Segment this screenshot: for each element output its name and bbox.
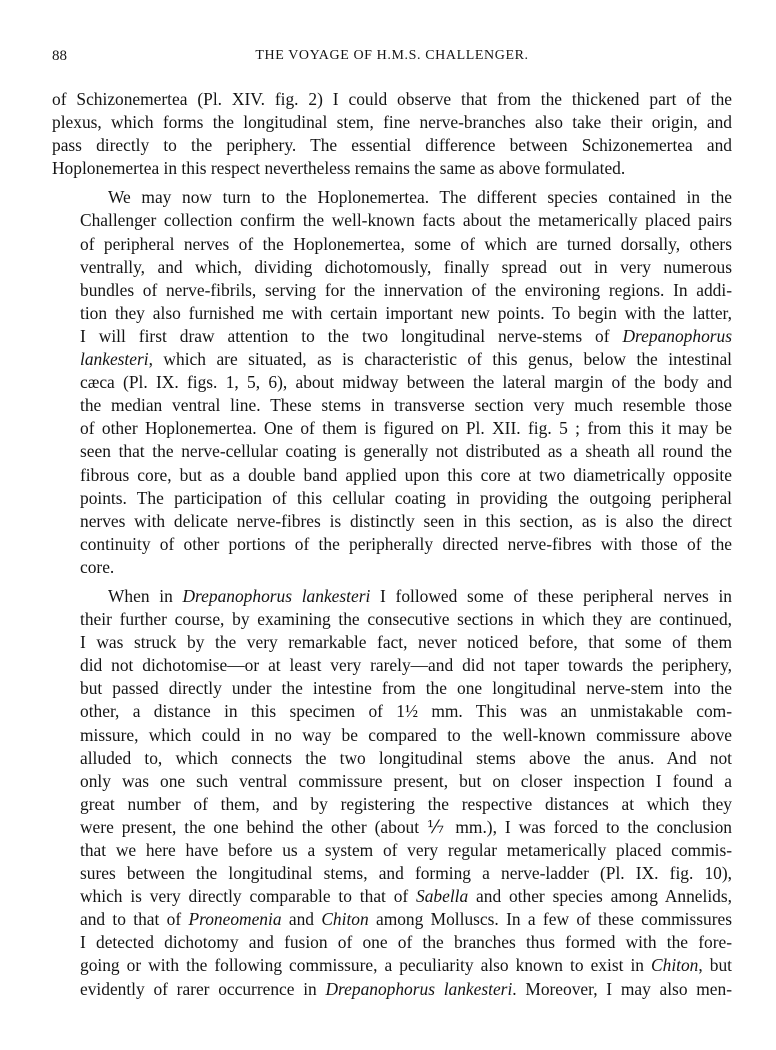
text-line: evidently of rarer occurrence in Drepanophorus lankesteri. Moreover, I may also men-: [80, 978, 732, 999]
text-line: points. The participation of this cellular coating in providing the outgoing peripheral: [80, 487, 732, 508]
text-line: ventrally, and which, dividing dichotomously, finally spread out in very numerous: [80, 256, 732, 277]
text-line: were present, the one behind the other (about ⅐ mm.), I was forced to the conclusion: [80, 816, 732, 837]
text-line: going or with the following commissure, a peculiarity also known to exist in Chiton, but: [80, 955, 732, 976]
text-line: core.: [80, 556, 115, 577]
text-line: did not dichotomise—or at least very rarely—and did not taper towards the periphery,: [80, 655, 732, 676]
text-line: tion they also furnished me with certain important new points. To begin with the latter,: [80, 302, 732, 323]
text-line: cæca (Pl. IX. figs. 1, 5, 6), about midway between the lateral margin of the body and: [80, 372, 732, 393]
text-line: We may now turn to the Hoplonemertea. The different species contained in the: [108, 187, 732, 208]
text-line: sures between the longitudinal stems, and forming a nerve-ladder (Pl. IX. fig. 10),: [80, 863, 732, 884]
text-line: seen that the nerve-cellular coating is generally not distributed as a sheath all round the: [80, 441, 732, 462]
text-line: missure, which could in no way be compared to the well-known commissure above: [80, 724, 732, 745]
text-line: their further course, by examining the consecutive sections in which they are continued,: [80, 609, 732, 630]
text-line: other, a distance in this specimen of 1½ mm. This was an unmistakable com-: [80, 701, 732, 722]
text-line: continuity of other portions of the peripherally directed nerve-fibres with those of the: [80, 533, 732, 554]
text-line: I detected dichotomy and fusion of one of the branches thus formed with the fore-: [80, 932, 732, 953]
text-line: I was struck by the very remarkable fact, never noticed before, that some of them: [80, 632, 732, 653]
text-line: When in Drepanophorus lankesteri I followed some of these peripheral nerves in: [108, 585, 732, 606]
body-text: [52, 88, 732, 1001]
text-line: bundles of nerve-fibrils, serving for the innervation of the environing regions. In addi-: [80, 279, 732, 300]
text-line: I will first draw attention to the two longitudinal nerve-stems of Drepanophorus: [80, 325, 732, 346]
text-line: which is very directly comparable to that of Sabella and other species among Annelids,: [80, 886, 732, 907]
text-line: fibrous core, but as a double band applied upon this core at two diametrically opposite: [80, 464, 732, 485]
text-line: that we here have before us a system of very regular metamerically placed commis-: [80, 840, 732, 860]
text-line: Hoplonemertea in this respect nevertheless remains the same as above formulated.: [52, 158, 626, 179]
paragraph: [52, 88, 732, 180]
page-number: 88: [52, 48, 67, 64]
page-header: [52, 48, 732, 72]
text-line: of Schizonemertea (Pl. XIV. fig. 2) I could observe that from the thickened part of the: [52, 89, 732, 109]
text-line: the median ventral line. These stems in transverse section very much resemble those: [80, 395, 732, 416]
text-line: and to that of Proneomenia and Chiton among Molluscs. In a few of these commissures: [80, 909, 732, 930]
paragraph: [52, 585, 732, 1001]
text-line: Challenger collection confirm the well-known facts about the metamerically placed pairs: [80, 210, 732, 231]
text-line: of peripheral nerves of the Hoplonemertea, some of which are turned dorsally, others: [80, 233, 732, 254]
running-title: THE VOYAGE OF H.M.S. CHALLENGER.: [255, 48, 529, 63]
text-line: nerves with delicate nerve-fibres is distinctly seen in this section, as is also the direct: [80, 510, 732, 531]
text-line: of other Hoplonemertea. One of them is figured on Pl. XII. fig. 5 ; from this it may be: [80, 418, 732, 439]
text-line: pass directly to the periphery. The essential difference between Schizonemertea and: [52, 135, 732, 156]
text-line: lankesteri, which are situated, as is characteristic of this genus, below the intestinal: [80, 349, 732, 370]
paragraph: [52, 186, 732, 579]
text-line: only was one such ventral commissure present, but on closer inspection I found a: [80, 770, 732, 791]
text-line: but passed directly under the intestine from the one longitudinal nerve-stem into the: [80, 678, 732, 699]
text-line: alluded to, which connects the two longitudinal stems above the anus. And not: [80, 747, 732, 768]
text-line: plexus, which forms the longitudinal stem, fine nerve-branches also take their origin, and: [52, 112, 732, 133]
text-line: great number of them, and by registering the respective distances at which they: [80, 793, 732, 814]
